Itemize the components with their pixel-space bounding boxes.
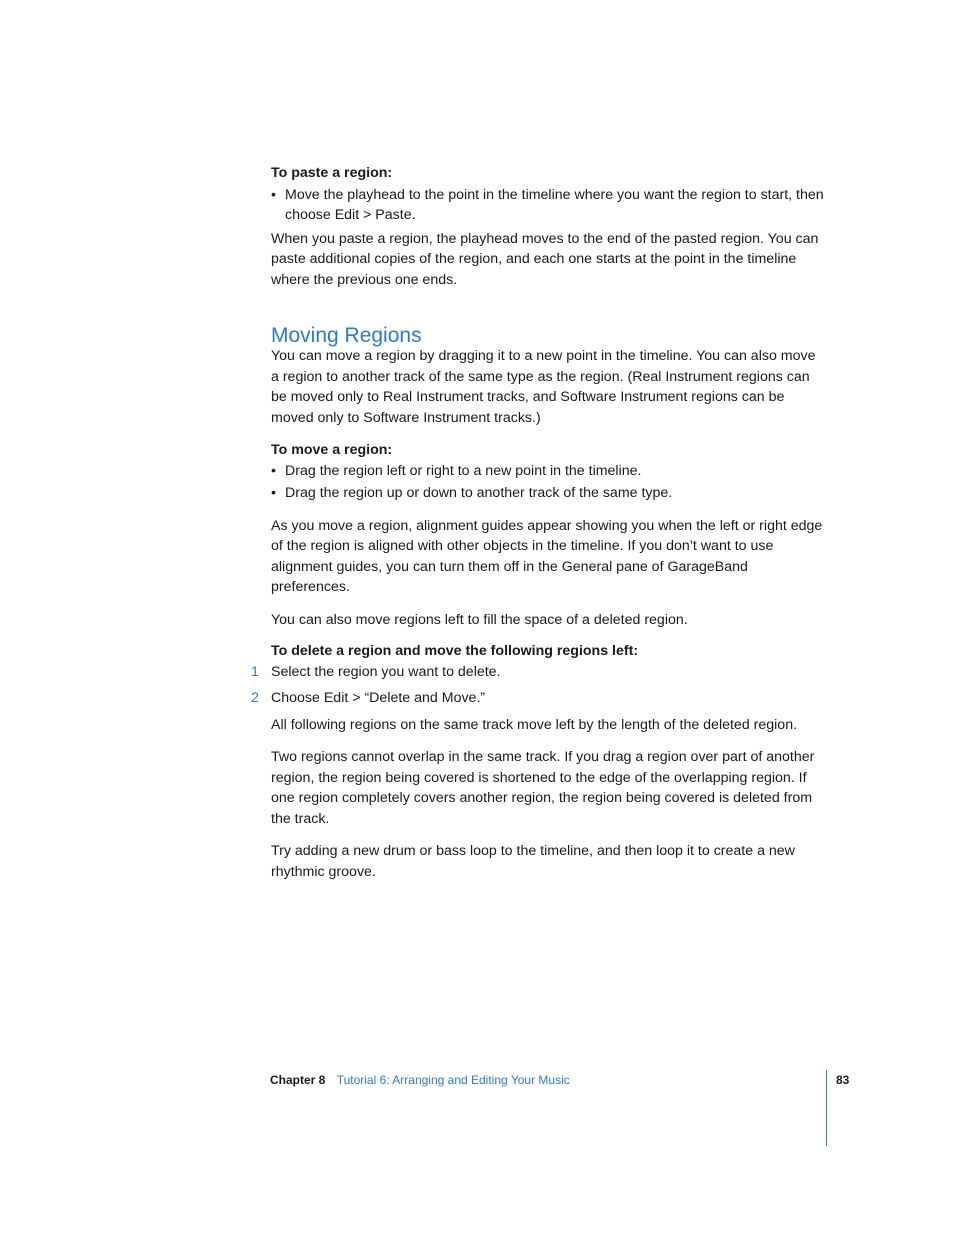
- footer-chapter-title-link[interactable]: Tutorial 6: Arranging and Editing Your Music: [336, 1073, 570, 1087]
- paste-bullet: [271, 185, 827, 226]
- page-footer: [270, 1072, 570, 1088]
- bullet-dot: •: [271, 462, 276, 479]
- page-number: 83: [836, 1073, 850, 1087]
- overlap-paragraph: Two regions cannot overlap in the same track. If you drag a region over part of another region, the region being covered is shortened to the edge of the overlapping region. If one region completely covers another region, the region being covered is deleted from the track.: [271, 749, 815, 827]
- delete-move-task-heading: To delete a region and move the following regions left:: [271, 643, 639, 659]
- paste-paragraph: When you paste a region, the playhead moves to the end of the pasted region. You can paste additional copies of the region, and each one starts at the point in the timeline where the previous one ends.: [271, 230, 819, 288]
- step-1-text: Select the region you want to delete.: [271, 663, 501, 680]
- move-bullet-1: [271, 461, 827, 482]
- step-number: 1: [251, 663, 259, 680]
- moving-intro-paragraph: You can move a region by dragging it to a new point in the timeline. You can also move a region to another track of the same type as the region. (Real Instrument regions can be moved only to Real Instrument tracks, and Software Instrument regions can be moved only to Software Instrument tracks.): [271, 348, 816, 426]
- step-2-text: Choose Edit > “Delete and Move.”: [271, 690, 486, 706]
- delete-result-paragraph: All following regions on the same track move left by the length of the deleted region.: [271, 716, 798, 733]
- step-2: [251, 688, 827, 709]
- fill-space-paragraph: You can also move regions left to fill the space of a deleted region.: [271, 611, 688, 628]
- move-task-heading: To move a region:: [271, 442, 393, 458]
- section-title-moving-regions: Moving Regions: [271, 324, 422, 347]
- try-loop-paragraph: Try adding a new drum or bass loop to the timeline, and then loop it to create a new rhythmic groove.: [271, 843, 795, 880]
- footer-divider: [826, 1070, 827, 1146]
- page-content: [251, 163, 827, 882]
- move-bullet-1-text: Drag the region left or right to a new point in the timeline.: [285, 462, 642, 479]
- paste-task-heading: To paste a region:: [271, 165, 393, 181]
- bullet-dot: •: [271, 485, 276, 501]
- paste-bullet-text: Move the playhead to the point in the timeline where you want the region to start, then choose Edit > Paste.: [285, 186, 824, 223]
- step-1: [251, 662, 827, 683]
- move-bullet-2-text: Drag the region up or down to another track of the same type.: [285, 485, 673, 501]
- footer-chapter: Chapter 8: [270, 1073, 326, 1087]
- move-bullet-2: [271, 483, 827, 504]
- bullet-dot: •: [271, 186, 276, 203]
- alignment-guides-paragraph: As you move a region, alignment guides appear showing you when the left or right edge of the region is aligned with other objects in the timeline. If you don’t want to use alignment guides, you can turn them off in the General pane of GarageBand preferences.: [271, 517, 823, 595]
- step-number: 2: [251, 690, 259, 706]
